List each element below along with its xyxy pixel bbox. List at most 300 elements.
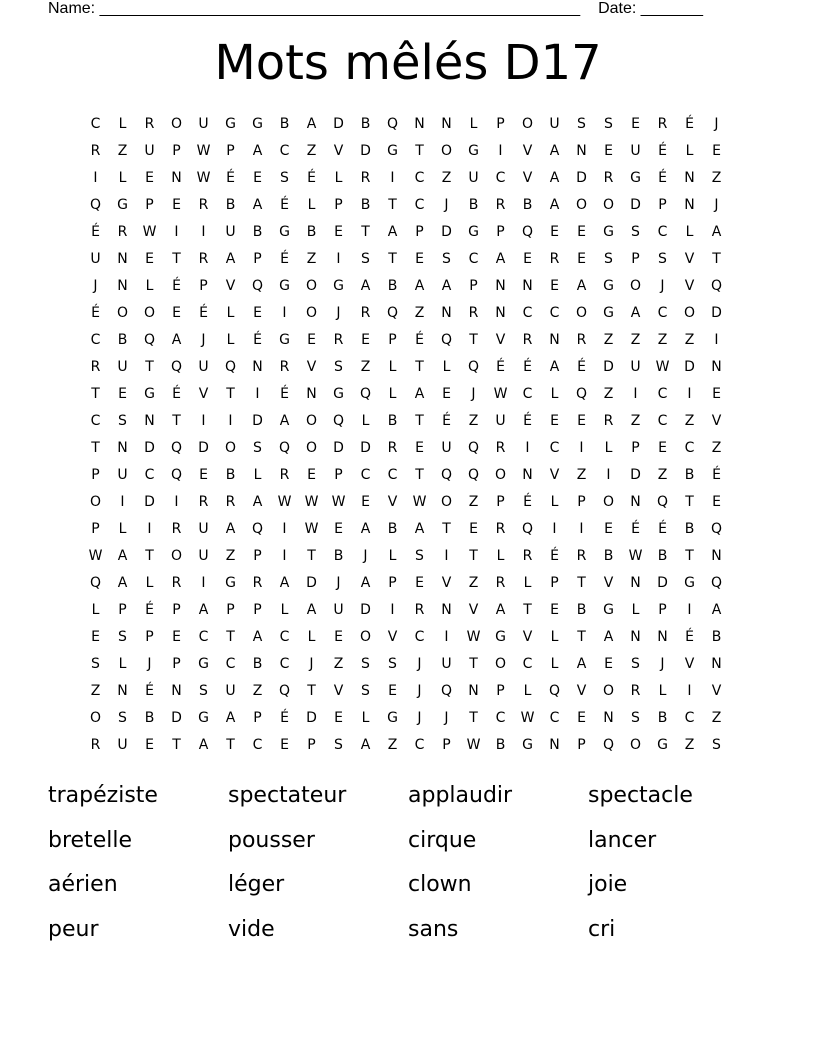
grid-letter: N (495, 278, 506, 294)
grid-letter: Q (170, 359, 183, 375)
grid-letter: N (549, 332, 560, 348)
grid-row (82, 138, 742, 165)
grid-letter: A (360, 278, 371, 294)
grid-letter: E (577, 413, 586, 429)
word-list-item: pousser (228, 827, 315, 853)
grid-letter: P (496, 224, 505, 240)
grid-letter: I (201, 413, 206, 429)
grid-letter: P (172, 143, 181, 159)
grid-letter: R (522, 548, 533, 564)
grid-letter: B (495, 737, 506, 753)
grid-letter: A (306, 116, 317, 132)
grid-letter: A (279, 575, 290, 591)
grid-letter: V (522, 143, 533, 159)
grid-letter: I (579, 440, 584, 456)
grid-letter: S (334, 737, 343, 753)
grid-letter: O (305, 413, 318, 429)
word-list-item: aérien (48, 872, 118, 897)
grid-letter: U (441, 440, 452, 456)
grid-letter: L (334, 170, 343, 186)
grid-row (82, 408, 742, 435)
grid-letter: U (630, 359, 641, 375)
grid-letter: T (307, 548, 316, 564)
grid-letter: L (388, 386, 397, 402)
grid-letter: Z (306, 143, 317, 159)
grid-letter: D (684, 359, 695, 375)
grid-letter: N (117, 251, 128, 267)
grid-letter: R (360, 305, 371, 321)
grid-letter: J (660, 656, 665, 672)
grid-letter: D (576, 170, 587, 186)
grid-letter: T (712, 251, 721, 267)
grid-letter: L (361, 710, 370, 726)
grid-letter: G (225, 116, 236, 132)
grid-letter: S (415, 548, 424, 564)
grid-letter: J (444, 197, 449, 213)
grid-letter: O (629, 737, 642, 753)
grid-letter: D (360, 440, 371, 456)
grid-letter: C (414, 170, 425, 186)
grid-letter: O (305, 278, 318, 294)
grid-letter: E (550, 602, 559, 618)
grid-letter: L (145, 575, 154, 591)
grid-letter: R (333, 332, 344, 348)
grid-letter: P (496, 683, 505, 699)
grid-letter: É (91, 224, 100, 240)
grid-letter: A (225, 710, 236, 726)
grid-letter: I (606, 467, 611, 483)
grid-letter: R (387, 440, 398, 456)
grid-letter: I (714, 332, 719, 348)
grid-row (82, 111, 742, 138)
grid-letter: W (628, 548, 643, 564)
grid-letter: D (198, 440, 209, 456)
grid-letter: O (521, 116, 534, 132)
grid-letter: É (496, 359, 505, 375)
grid-letter: O (683, 305, 696, 321)
grid-letter: Z (90, 683, 101, 699)
grid-letter: E (253, 305, 262, 321)
grid-letter: R (576, 548, 587, 564)
grid-letter: D (252, 413, 263, 429)
grid-letter: Z (630, 413, 641, 429)
grid-letter: Q (467, 467, 480, 483)
grid-letter: E (145, 737, 154, 753)
grid-letter: S (280, 170, 289, 186)
grid-letter: L (118, 521, 127, 537)
grid-letter: C (549, 305, 560, 321)
grid-row (82, 651, 742, 678)
grid-letter: É (172, 278, 181, 294)
grid-letter: E (712, 386, 721, 402)
grid-letter: Q (89, 197, 102, 213)
grid-letter: I (687, 683, 692, 699)
grid-letter: D (630, 467, 641, 483)
header-fields (48, 0, 703, 18)
grid-letter: R (198, 197, 209, 213)
grid-letter: T (226, 629, 235, 645)
grid-row (82, 435, 742, 462)
grid-letter: S (118, 629, 127, 645)
grid-letter: I (687, 386, 692, 402)
grid-letter: P (118, 602, 127, 618)
grid-letter: L (280, 602, 289, 618)
grid-letter: A (414, 521, 425, 537)
grid-letter: N (549, 737, 560, 753)
grid-letter: O (305, 305, 318, 321)
grid-letter: D (144, 494, 155, 510)
grid-letter: C (279, 143, 290, 159)
grid-letter: Z (441, 170, 452, 186)
grid-letter: P (658, 602, 667, 618)
grid-letter: L (145, 278, 154, 294)
grid-letter: A (225, 251, 236, 267)
grid-letter: Z (630, 332, 641, 348)
grid-letter: C (495, 170, 506, 186)
grid-letter: C (90, 332, 101, 348)
grid-letter: G (225, 575, 236, 591)
grid-letter: O (89, 710, 102, 726)
grid-letter: C (657, 224, 668, 240)
grid-letter: É (523, 413, 532, 429)
grid-letter: N (522, 278, 533, 294)
grid-letter: A (306, 602, 317, 618)
grid-letter: A (252, 494, 263, 510)
grid-letter: B (252, 224, 263, 240)
grid-letter: Z (657, 467, 668, 483)
grid-letter: W (277, 494, 292, 510)
grid-letter: U (198, 116, 209, 132)
grid-letter: S (442, 251, 451, 267)
grid-letter: B (279, 116, 290, 132)
grid-letter: P (253, 602, 262, 618)
grid-letter: B (684, 521, 695, 537)
grid-letter: R (495, 197, 506, 213)
grid-letter: N (441, 602, 452, 618)
grid-letter: Z (333, 656, 344, 672)
grid-letter: G (144, 386, 155, 402)
grid-letter: N (684, 197, 695, 213)
grid-letter: É (550, 548, 559, 564)
grid-letter: E (550, 413, 559, 429)
grid-letter: G (333, 278, 344, 294)
grid-letter: Q (440, 683, 453, 699)
grid-letter: N (306, 386, 317, 402)
grid-letter: O (494, 656, 507, 672)
grid-letter: É (307, 170, 316, 186)
grid-letter: V (306, 359, 317, 375)
grid-letter: Q (710, 278, 723, 294)
grid-letter: T (145, 548, 154, 564)
grid-letter: I (147, 521, 152, 537)
grid-letter: A (495, 602, 506, 618)
grid-letter: Z (603, 386, 614, 402)
grid-letter: E (172, 197, 181, 213)
grid-letter: J (201, 332, 206, 348)
grid-letter: I (390, 170, 395, 186)
grid-letter: U (630, 143, 641, 159)
grid-letter: W (88, 548, 103, 564)
word-list-item: spectacle (588, 783, 693, 808)
grid-letter: É (226, 170, 235, 186)
grid-letter: L (631, 602, 640, 618)
grid-letter: U (198, 548, 209, 564)
grid-letter: R (522, 332, 533, 348)
grid-letter: I (687, 602, 692, 618)
grid-letter: C (522, 656, 533, 672)
grid-letter: Z (252, 683, 263, 699)
grid-letter: R (576, 332, 587, 348)
grid-letter: Q (278, 440, 291, 456)
grid-letter: Q (440, 467, 453, 483)
grid-letter: I (93, 170, 98, 186)
grid-letter: T (388, 251, 397, 267)
grid-letter: L (361, 413, 370, 429)
grid-letter: É (658, 170, 667, 186)
grid-letter: P (145, 197, 154, 213)
grid-letter: L (658, 683, 667, 699)
grid-letter: V (387, 494, 398, 510)
grid-letter: U (468, 170, 479, 186)
grid-letter: P (388, 575, 397, 591)
grid-letter: É (442, 413, 451, 429)
grid-letter: V (333, 143, 344, 159)
grid-letter: Q (467, 359, 480, 375)
grid-letter: T (91, 386, 100, 402)
grid-letter: I (282, 521, 287, 537)
grid-letter: Z (711, 710, 722, 726)
grid-letter: L (118, 116, 127, 132)
grid-letter: Q (170, 467, 183, 483)
grid-letter: É (577, 359, 586, 375)
grid-letter: A (360, 521, 371, 537)
grid-letter: A (711, 224, 722, 240)
grid-letter: P (658, 197, 667, 213)
grid-letter: V (549, 467, 560, 483)
grid-row (82, 354, 742, 381)
grid-letter: R (90, 359, 101, 375)
grid-letter: V (711, 413, 722, 429)
grid-letter: L (388, 359, 397, 375)
grid-letter: T (469, 710, 478, 726)
grid-letter: É (280, 197, 289, 213)
grid-row (82, 597, 742, 624)
grid-letter: É (145, 602, 154, 618)
grid-letter: E (469, 521, 478, 537)
grid-letter: W (196, 170, 211, 186)
grid-letter: N (117, 278, 128, 294)
grid-letter: C (549, 440, 560, 456)
grid-letter: E (415, 575, 424, 591)
word-list-item: cirque (408, 827, 477, 853)
grid-letter: A (495, 251, 506, 267)
grid-letter: S (604, 251, 613, 267)
grid-letter: A (252, 629, 263, 645)
grid-letter: I (633, 386, 638, 402)
grid-letter: N (495, 305, 506, 321)
grid-letter: C (90, 116, 101, 132)
grid-row (82, 300, 742, 327)
grid-letter: E (577, 710, 586, 726)
grid-letter: W (466, 629, 481, 645)
grid-letter: Z (360, 359, 371, 375)
grid-letter: V (468, 602, 479, 618)
grid-letter: R (225, 494, 236, 510)
grid-letter: Z (684, 737, 695, 753)
grid-letter: P (469, 278, 478, 294)
grid-letter: V (522, 629, 533, 645)
grid-letter: T (469, 656, 478, 672)
grid-letter: T (415, 467, 424, 483)
grid-letter: A (549, 197, 560, 213)
grid-letter: T (415, 359, 424, 375)
grid-letter: G (252, 116, 263, 132)
grid-letter: N (117, 683, 128, 699)
grid-letter: É (280, 710, 289, 726)
grid-letter: E (577, 251, 586, 267)
grid-letter: E (442, 386, 451, 402)
grid-letter: V (684, 251, 695, 267)
grid-letter: O (116, 305, 129, 321)
grid-letter: T (172, 251, 181, 267)
grid-letter: V (225, 278, 236, 294)
grid-row (82, 219, 742, 246)
grid-letter: D (333, 440, 344, 456)
grid-letter: T (172, 413, 181, 429)
grid-letter: J (93, 278, 98, 294)
grid-letter: D (360, 602, 371, 618)
grid-letter: E (199, 467, 208, 483)
grid-letter: U (549, 116, 560, 132)
grid-letter: D (630, 197, 641, 213)
grid-letter: D (144, 440, 155, 456)
word-list-item: bretelle (48, 827, 132, 853)
grid-letter: U (225, 683, 236, 699)
grid-letter: J (147, 656, 152, 672)
grid-letter: L (307, 629, 316, 645)
word-list-item: lancer (588, 827, 657, 853)
grid-letter: T (685, 548, 694, 564)
grid-letter: S (631, 224, 640, 240)
grid-letter: A (252, 143, 263, 159)
grid-letter: I (201, 575, 206, 591)
grid-row (82, 678, 742, 705)
grid-letter: L (442, 359, 451, 375)
grid-letter: P (253, 548, 262, 564)
grid-letter: S (604, 116, 613, 132)
grid-letter: V (522, 170, 533, 186)
grid-letter: L (226, 332, 235, 348)
grid-letter: O (494, 467, 507, 483)
grid-letter: Q (224, 359, 237, 375)
grid-letter: J (417, 683, 422, 699)
grid-letter: U (198, 359, 209, 375)
grid-letter: A (630, 305, 641, 321)
grid-letter: D (306, 710, 317, 726)
grid-letter: E (577, 224, 586, 240)
grid-letter: G (603, 305, 614, 321)
grid-letter: O (602, 197, 615, 213)
grid-letter: E (604, 143, 613, 159)
grid-letter: E (172, 305, 181, 321)
grid-letter: U (495, 413, 506, 429)
word-list-item: joie (588, 872, 628, 897)
grid-letter: T (469, 332, 478, 348)
grid-letter: T (523, 602, 532, 618)
word-list (48, 776, 768, 954)
word-list-item: cri (588, 916, 616, 942)
grid-letter: G (468, 143, 479, 159)
grid-letter: N (468, 683, 479, 699)
grid-letter: Z (603, 332, 614, 348)
grid-letter: L (550, 494, 559, 510)
grid-letter: I (552, 521, 557, 537)
grid-letter: S (361, 656, 370, 672)
grid-letter: C (522, 305, 533, 321)
grid-letter: E (415, 251, 424, 267)
grid-letter: E (604, 656, 613, 672)
grid-letter: B (333, 548, 344, 564)
grid-letter: G (603, 278, 614, 294)
grid-letter: B (468, 197, 479, 213)
grid-letter: Q (575, 386, 588, 402)
grid-letter: É (280, 251, 289, 267)
grid-letter: E (361, 332, 370, 348)
grid-row (82, 246, 742, 273)
grid-row (82, 165, 742, 192)
grid-letter: A (549, 359, 560, 375)
grid-letter: C (522, 386, 533, 402)
grid-letter: N (711, 548, 722, 564)
grid-row (82, 489, 742, 516)
grid-letter: D (657, 575, 668, 591)
grid-letter: A (117, 548, 128, 564)
grid-letter: B (387, 413, 398, 429)
grid-letter: C (198, 629, 209, 645)
grid-letter: G (522, 737, 533, 753)
grid-letter: N (630, 629, 641, 645)
grid-letter: P (199, 278, 208, 294)
grid-letter: R (279, 467, 290, 483)
grid-letter: G (387, 143, 398, 159)
grid-letter: U (117, 737, 128, 753)
grid-letter: L (523, 683, 532, 699)
grid-letter: A (711, 602, 722, 618)
grid-letter: A (198, 602, 209, 618)
grid-row (82, 570, 742, 597)
grid-letter: S (388, 656, 397, 672)
grid-letter: R (144, 116, 155, 132)
grid-letter: Q (440, 332, 453, 348)
grid-letter: I (498, 143, 503, 159)
grid-letter: N (576, 143, 587, 159)
grid-letter: G (117, 197, 128, 213)
grid-letter: T (91, 440, 100, 456)
grid-letter: O (629, 278, 642, 294)
grid-letter: N (171, 170, 182, 186)
grid-letter: C (414, 197, 425, 213)
grid-letter: J (417, 656, 422, 672)
grid-letter: É (685, 116, 694, 132)
grid-letter: P (253, 710, 262, 726)
grid-letter: P (91, 521, 100, 537)
grid-letter: C (468, 251, 479, 267)
grid-letter: P (145, 629, 154, 645)
grid-letter: P (577, 737, 586, 753)
grid-letter: Q (143, 332, 156, 348)
page-title: Mots mêlés D17 (214, 35, 602, 91)
grid-letter: V (711, 683, 722, 699)
